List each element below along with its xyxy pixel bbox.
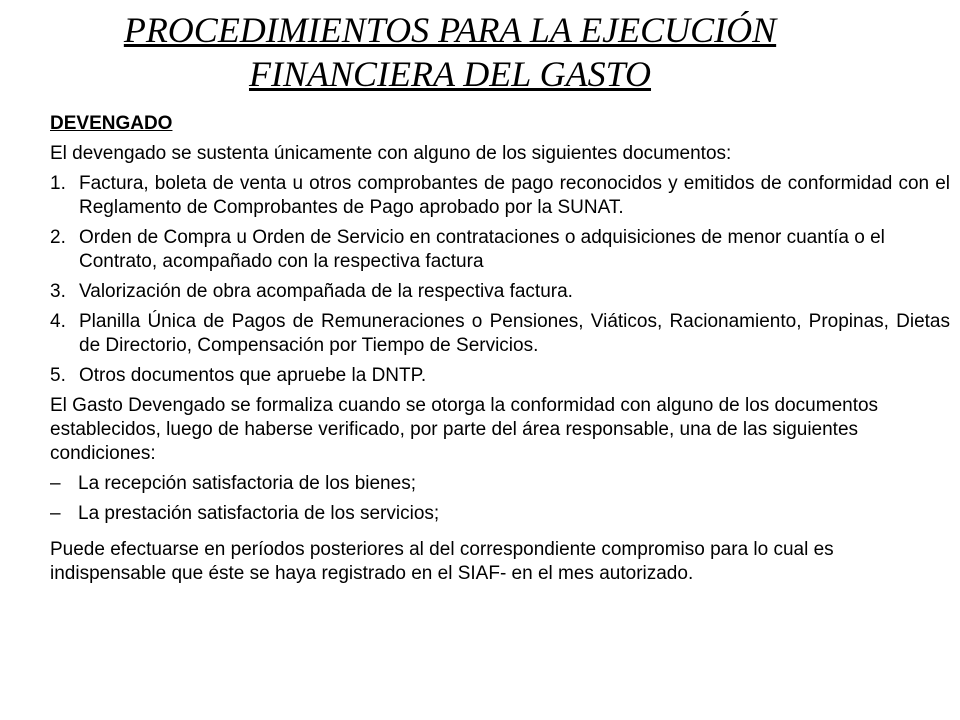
condition-text: La prestación satisfactoria de los servicios; bbox=[78, 503, 440, 524]
slide-title bbox=[0, 8, 900, 96]
condition-item-2 bbox=[50, 502, 950, 526]
document-text: Otros documentos que apruebe la DNTP. bbox=[79, 365, 427, 386]
document-number: 3. bbox=[50, 281, 66, 302]
document-number: 2. bbox=[50, 227, 66, 248]
slide-body bbox=[50, 112, 950, 592]
document-item-4 bbox=[50, 310, 950, 358]
document-item-2 bbox=[50, 226, 950, 274]
document-text: Planilla Única de Pagos de Remuneraciones o Pensiones, Viáticos, Racionamiento, Propinas, Dietas de Directorio, Compensación por Tiempo de Servicios. bbox=[79, 311, 950, 356]
dash-bullet: – bbox=[50, 503, 61, 524]
title-line-2: FINANCIERA DEL GASTO bbox=[248, 54, 652, 94]
document-text: Factura, boleta de venta u otros comprobantes de pago reconocidos y emitidos de conformidad con el Reglamento de Comprobantes de Pago aprobado por la SUNAT. bbox=[79, 173, 950, 218]
title-line-1: PROCEDIMIENTOS PARA LA EJECUCIÓN bbox=[123, 10, 777, 50]
condition-text: La recepción satisfactoria de los bienes; bbox=[78, 473, 416, 494]
document-item-5 bbox=[50, 364, 950, 388]
document-number: 1. bbox=[50, 173, 66, 194]
condition-item-1 bbox=[50, 472, 950, 496]
closing-text: Puede efectuarse en períodos posteriores al del correspondiente compromiso para lo cual es indispensable que éste se haya registrado en el SIAF- en el mes autorizado. bbox=[50, 539, 834, 584]
document-item-1 bbox=[50, 172, 950, 220]
document-number: 5. bbox=[50, 365, 66, 386]
formalization-text: El Gasto Devengado se formaliza cuando se otorga la conformidad con alguno de los documentos establecidos, luego de haberse verificado, por parte del área responsable, una de las siguientes condiciones: bbox=[50, 395, 879, 464]
document-text: Valorización de obra acompañada de la respectiva factura. bbox=[79, 281, 573, 302]
dash-bullet: – bbox=[50, 473, 61, 494]
section-heading: DEVENGADO bbox=[50, 113, 173, 134]
intro-text: El devengado se sustenta únicamente con alguno de los siguientes documentos: bbox=[50, 143, 732, 164]
document-number: 4. bbox=[50, 311, 66, 332]
document-text: Orden de Compra u Orden de Servicio en contrataciones o adquisiciones de menor cuantía o el Contrato, acompañado con la respectiva factura bbox=[79, 227, 885, 272]
document-item-3 bbox=[50, 280, 950, 304]
